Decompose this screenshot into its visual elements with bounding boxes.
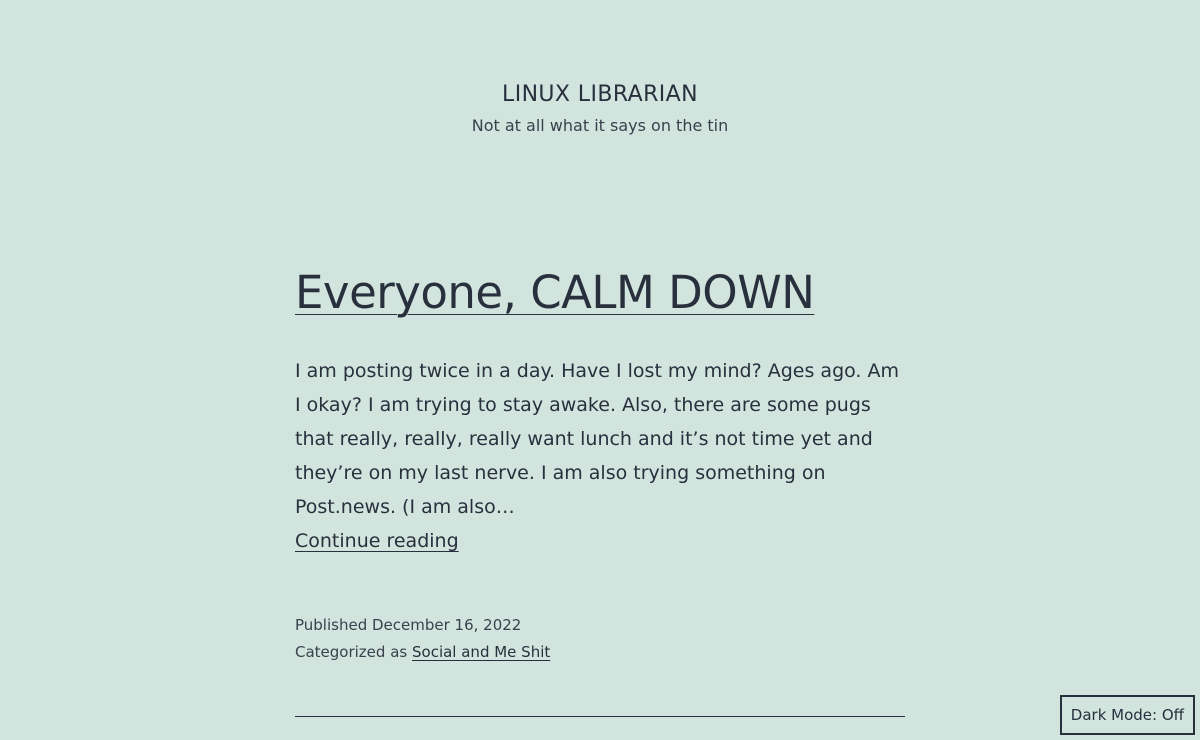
post-title-link[interactable]: Everyone, CALM DOWN: [295, 266, 815, 319]
post-excerpt: [295, 354, 905, 558]
post-excerpt-text: I am posting twice in a day. Have I lost my mind? Ages ago. Am I okay? I am trying to stay awake. Also, there are some pugs that really, really, really want lunch and it’s not time yet and they’re on my last nerve. I am also trying something on Post.news. (I am also…: [295, 360, 900, 518]
post-meta: [295, 612, 905, 666]
category-link[interactable]: Social and Me Shit: [412, 643, 551, 661]
dark-mode-toggle-button[interactable]: Dark Mode: Off: [1060, 695, 1195, 735]
published-label: Published: [295, 616, 368, 634]
published-date: December 16, 2022: [372, 616, 522, 634]
post-entry: [295, 262, 905, 666]
post-separator: [295, 716, 905, 717]
site-title[interactable]: LINUX LIBRARIAN: [502, 82, 698, 107]
post-published: [295, 612, 905, 639]
site-tagline: Not at all what it says on the tin: [471, 116, 729, 135]
post-categories: [295, 639, 905, 666]
post-title: [295, 262, 905, 324]
categorized-label: Categorized as: [295, 643, 408, 661]
continue-reading-link[interactable]: Continue reading: [295, 530, 459, 552]
site-header: [0, 80, 1200, 138]
